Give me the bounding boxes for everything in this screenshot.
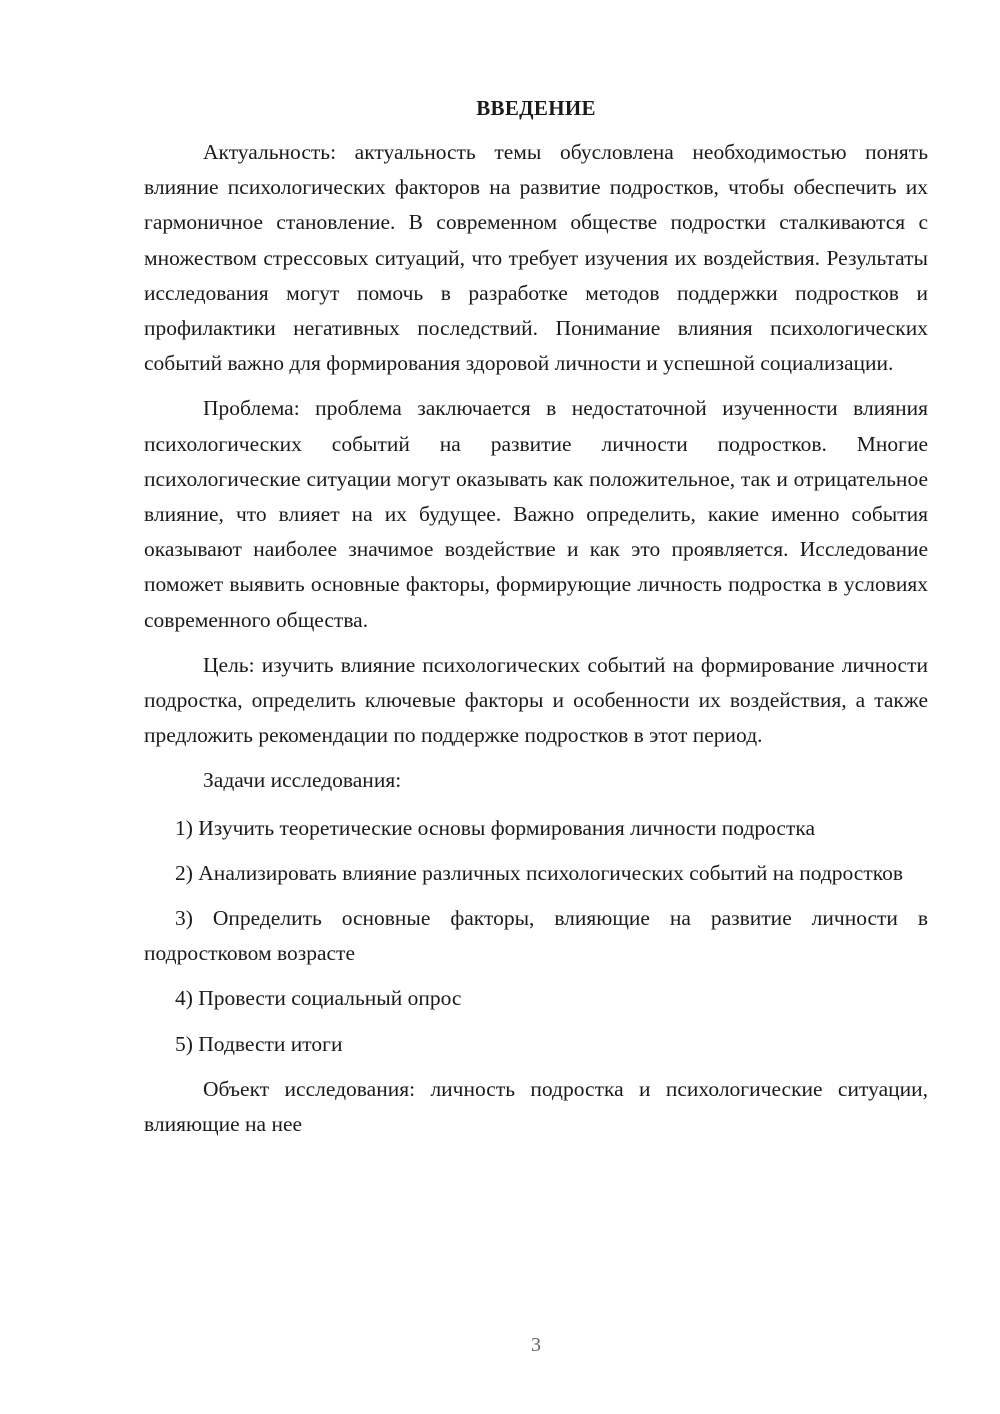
relevance-paragraph: Актуальность: актуальность темы обусловлена необходимостью понять влияние психологических факторов на развитие подростков, чтобы обеспечить их гармоничное становление. В современном обществе подростки сталкиваются с множеством стрессовых ситуаций, что требует изучения их воздействия. Результаты исследования могут помочь в разработке методов поддержки подростков и профилактики негативных последствий. Понимание влияния психологических событий важно для формирования здоровой личности и успешной социализации. [144,140,928,376]
page-number: 3 [531,1334,541,1356]
task-item-2: 2) Анализировать влияние различных психологических событий на подростков [175,860,903,885]
task-item-1: 1) Изучить теоретические основы формирования личности подростка [175,815,816,840]
document-page [144,96,928,1152]
tasks-heading: Задачи исследования: [203,768,402,793]
problem-paragraph: Проблема: проблема заключается в недостаточной изученности влияния психологических событий на развитие личности подростков. Многие психологические ситуации могут оказывать как положительное, так и отрицательное влияние, что влияет на их будущее. Важно определить, какие именно события оказывают наиболее значимое воздействие и как это проявляется. Исследование поможет выявить основные факторы, формирующие личность подростка в условиях современного общества. [144,396,928,632]
goal-paragraph: Цель: изучить влияние психологических событий на формирование личности подростка, определить ключевые факторы и особенности их воздействия, а также предложить рекомендации по поддержке подростков в этот период. [144,652,928,748]
task-item-3: 3) Определить основные факторы, влияющие на развитие личности в подростковом возрасте [144,906,928,966]
object-paragraph: Объект исследования: личность подростка и психологические ситуации, влияющие на нее [144,1076,928,1137]
page-title: ВВЕДЕНИЕ [476,96,596,120]
task-item-5: 5) Подвести итоги [175,1031,343,1056]
task-item-4: 4) Провести социальный опрос [175,986,462,1011]
